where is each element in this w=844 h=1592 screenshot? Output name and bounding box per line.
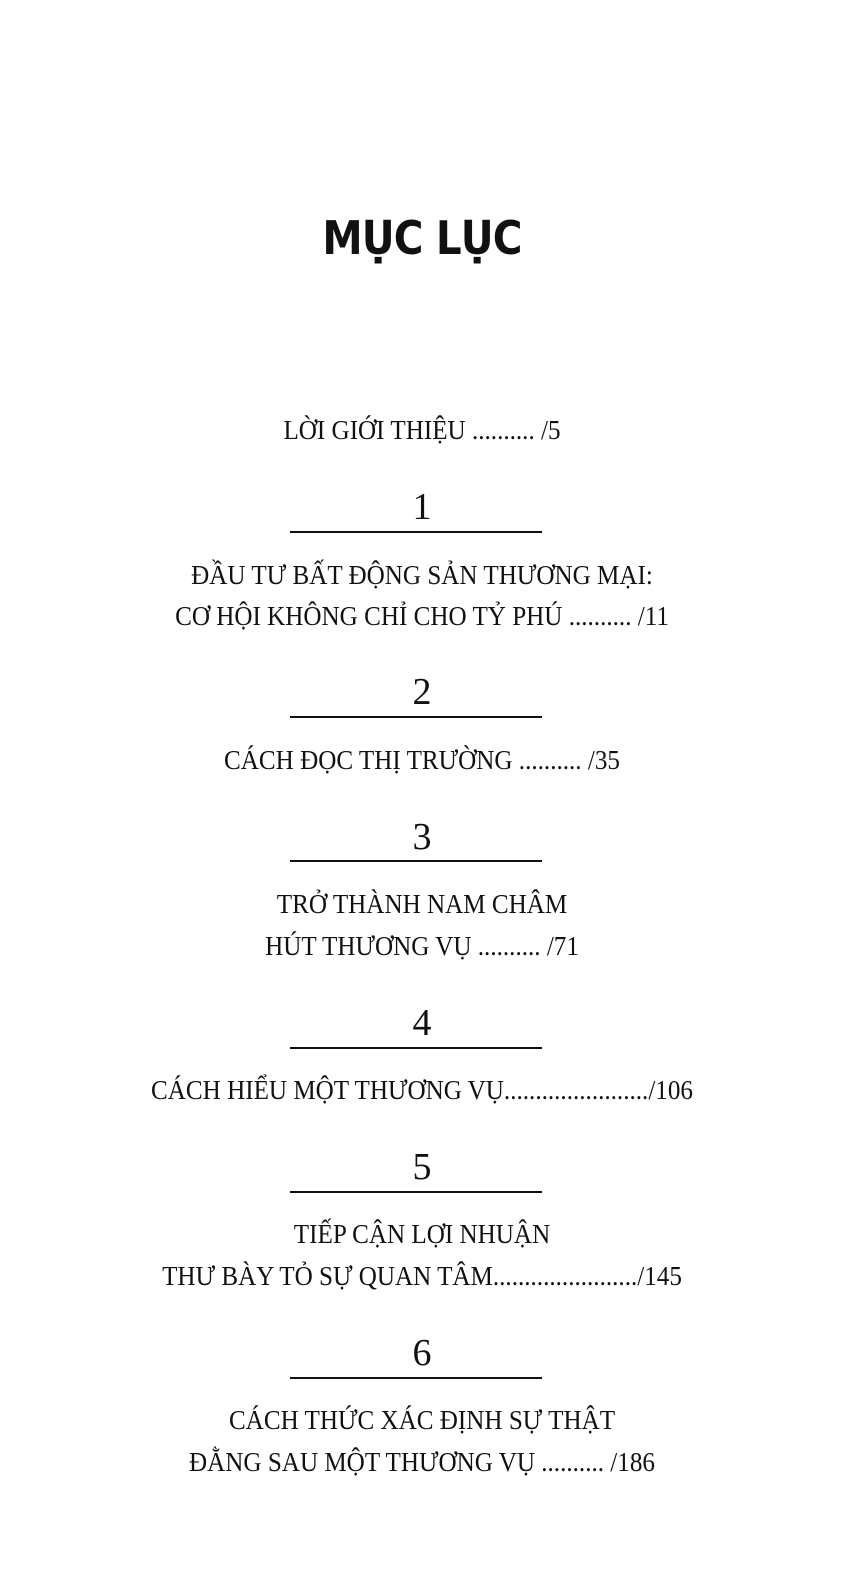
chapter-number: 3 (412, 816, 432, 858)
chapter-divider (290, 1047, 542, 1049)
chapter-number: 6 (412, 1332, 432, 1374)
chapter-divider (290, 716, 542, 718)
chapter-title-line: TIẾP CẬN LỢI NHUẬN (293, 1219, 551, 1249)
chapter-title-line: CÁCH HIỂU MỘT THƯƠNG VỤ......................./106 (151, 1075, 693, 1105)
chapter-divider (290, 860, 542, 862)
chapter-divider (290, 1191, 542, 1193)
page-title: MỤC LỤC (322, 211, 522, 265)
chapter-title-line: CÁCH THỨC XÁC ĐỊNH SỰ THẬT (228, 1405, 616, 1435)
chapter-number: 2 (412, 671, 432, 713)
chapter-number: 1 (412, 486, 432, 528)
chapter-divider (290, 531, 542, 533)
chapter-divider (290, 1377, 542, 1379)
toc-entry-introduction: LỜI GIỚI THIỆU .......... /5 (283, 415, 561, 445)
chapter-title-line: THƯ BÀY TỎ SỰ QUAN TÂM......................./145 (162, 1261, 682, 1291)
chapter-number: 4 (412, 1002, 432, 1044)
chapter-title-line: ĐẦU TƯ BẤT ĐỘNG SẢN THƯƠNG MẠI: (191, 560, 653, 590)
chapter-title-line: TRỞ THÀNH NAM CHÂM (276, 889, 568, 919)
chapter-title-line: CÁCH ĐỌC THỊ TRƯỜNG .......... /35 (224, 745, 620, 775)
chapter-number: 5 (412, 1146, 432, 1188)
chapter-title-line: ĐẰNG SAU MỘT THƯƠNG VỤ .......... /186 (189, 1447, 655, 1477)
chapter-title-line: CƠ HỘI KHÔNG CHỈ CHO TỶ PHÚ .......... /11 (175, 601, 669, 631)
chapter-title-line: HÚT THƯƠNG VỤ .......... /71 (265, 931, 579, 961)
